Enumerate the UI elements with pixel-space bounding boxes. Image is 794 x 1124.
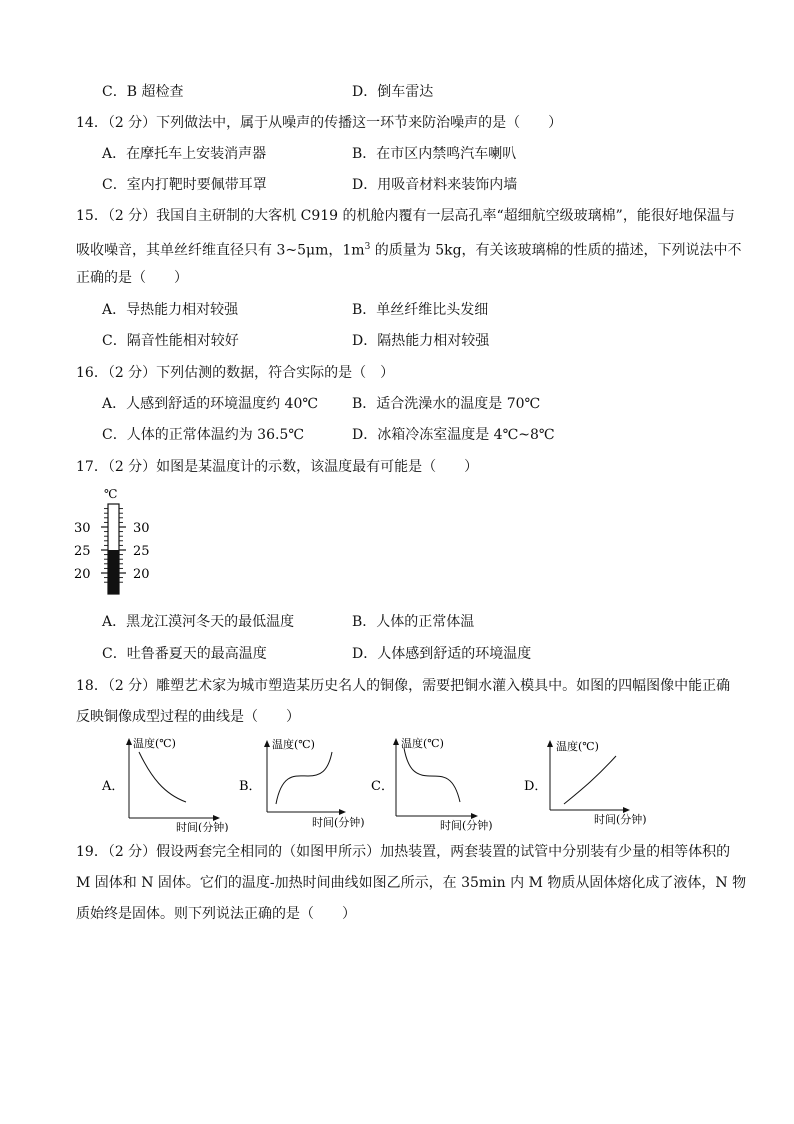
q15-stem-line-3: 正确的是（ ） [76, 270, 188, 286]
graph-d-ylabel: 温度(℃) [556, 740, 599, 753]
graph-a-y-arrow [126, 738, 132, 745]
graph-b-ylabel: 温度(℃) [272, 738, 315, 751]
q14-option-b: B．在市区内禁鸣汽车喇叭 [352, 146, 517, 162]
q17-option-d: D．人体感到舒适的环境温度 [352, 646, 532, 662]
graph-b-curve [276, 752, 332, 804]
thermometer-liquid-column [108, 550, 119, 594]
q18-stem-line-1: 18．（2 分）雕塑艺术家为城市塑造某历史名人的铜像，需要把铜水灌入模具中。如图的四幅图像中能正确 [76, 678, 731, 694]
thermometer-unit: ℃ [104, 487, 118, 501]
graph-b-letter: B． [239, 779, 262, 794]
q16-option-a: A．人感到舒适的环境温度约 40℃ [102, 396, 319, 412]
graph-c-letter: C． [371, 779, 394, 794]
q17-option-c: C．吐鲁番夏天的最高温度 [102, 646, 267, 662]
graph-a-curve [139, 752, 186, 802]
graph-a-ylabel: 温度(℃) [133, 737, 176, 750]
q17-option-a: A．黑龙江漠河冬天的最低温度 [102, 614, 295, 630]
q15-stem-line-2a: 吸收噪音，其单丝纤维直径只有 3~5μm，1m [76, 242, 365, 259]
graph-d-curve [564, 756, 616, 804]
q13-option-c: C．B 超检查 [102, 84, 184, 100]
q14-option-c: C．室内打靶时要佩带耳罩 [102, 177, 267, 193]
graph-d-xlabel: 时间(分钟) [594, 813, 647, 826]
graph-c-xlabel: 时间(分钟) [440, 819, 493, 832]
q13-option-d: D．倒车雷达 [352, 84, 434, 100]
q18-stem-line-2: 反映铜像成型过程的曲线是（ ） [76, 709, 300, 725]
q16-stem: 16．（2 分）下列估测的数据，符合实际的是（ ） [76, 365, 395, 381]
thermometer-label-25-left: 25 [74, 544, 91, 559]
graph-b-x-arrow [339, 809, 346, 815]
q18-graphs [96, 732, 656, 832]
thermometer-label-25-right: 25 [133, 544, 150, 559]
q14-option-a: A．在摩托车上安装消声器 [102, 146, 267, 162]
q19-stem-line-3: 质始终是固体。则下列说法正确的是（ ） [76, 906, 356, 922]
thermometer-label-20-right: 20 [133, 567, 150, 582]
q15-option-d: D．隔热能力相对较强 [352, 333, 490, 349]
q15-option-b: B．单丝纤维比头发细 [352, 302, 489, 318]
graph-c-y-arrow [393, 738, 399, 745]
q16-option-d: D．冰箱冷冻室温度是 4℃~8℃ [352, 427, 555, 443]
graph-b-xlabel: 时间(分钟) [312, 816, 365, 829]
q17-stem: 17．（2 分）如图是某温度计的示数，该温度最有可能是（ ） [76, 459, 479, 475]
thermometer-label-30-left: 30 [74, 521, 91, 536]
graph-c-ylabel: 温度(℃) [401, 737, 444, 750]
thermometer-label-20-left: 20 [74, 567, 91, 582]
q16-option-b: B．适合洗澡水的温度是 70℃ [352, 396, 541, 412]
graph-b-y-arrow [264, 740, 270, 747]
q15-option-c: C．隔音性能相对较好 [102, 333, 239, 349]
q15-stem-line-1: 15．（2 分）我国自主研制的大客机 C919 的机舱内覆有一层高孔率“超细航空级玻璃棉”，能很好地保温与 [76, 208, 735, 224]
q15-stem-line-2 [76, 237, 742, 261]
graph-a-letter: A． [102, 779, 125, 794]
cubic-superscript: 3 [364, 242, 371, 252]
graph-c-curve [404, 748, 460, 802]
q14-option-d: D．用吸音材料来装饰内墙 [352, 177, 518, 193]
q15-option-a: A．导热能力相对较强 [102, 302, 239, 318]
graph-d-y-arrow [547, 740, 553, 747]
thermometer-figure [70, 484, 170, 596]
graph-d-letter: D． [524, 779, 548, 794]
q17-option-b: B．人体的正常体温 [352, 614, 475, 630]
graph-a-xlabel: 时间(分钟) [176, 821, 229, 832]
q15-stem-line-2b: 的质量为 5kg，有关该玻璃棉的性质的描述，下列说法中不 [370, 242, 742, 259]
q16-option-c: C．人体的正常体温约为 36.5℃ [102, 427, 304, 443]
q19-stem-line-2: M 固体和 N 固体。它们的温度-加热时间曲线如图乙所示，在 35min 内 M 物质从固体熔化成了液体，N 物 [76, 875, 747, 891]
q14-stem: 14．（2 分）下列做法中，属于从噪声的传播这一环节来防治噪声的是（ ） [76, 115, 563, 131]
q19-stem-line-1: 19．（2 分）假设两套完全相同的（如图甲所示）加热装置，两套装置的试管中分别装有少量的相等体积的 [76, 844, 731, 860]
thermometer-label-30-right: 30 [133, 521, 150, 536]
